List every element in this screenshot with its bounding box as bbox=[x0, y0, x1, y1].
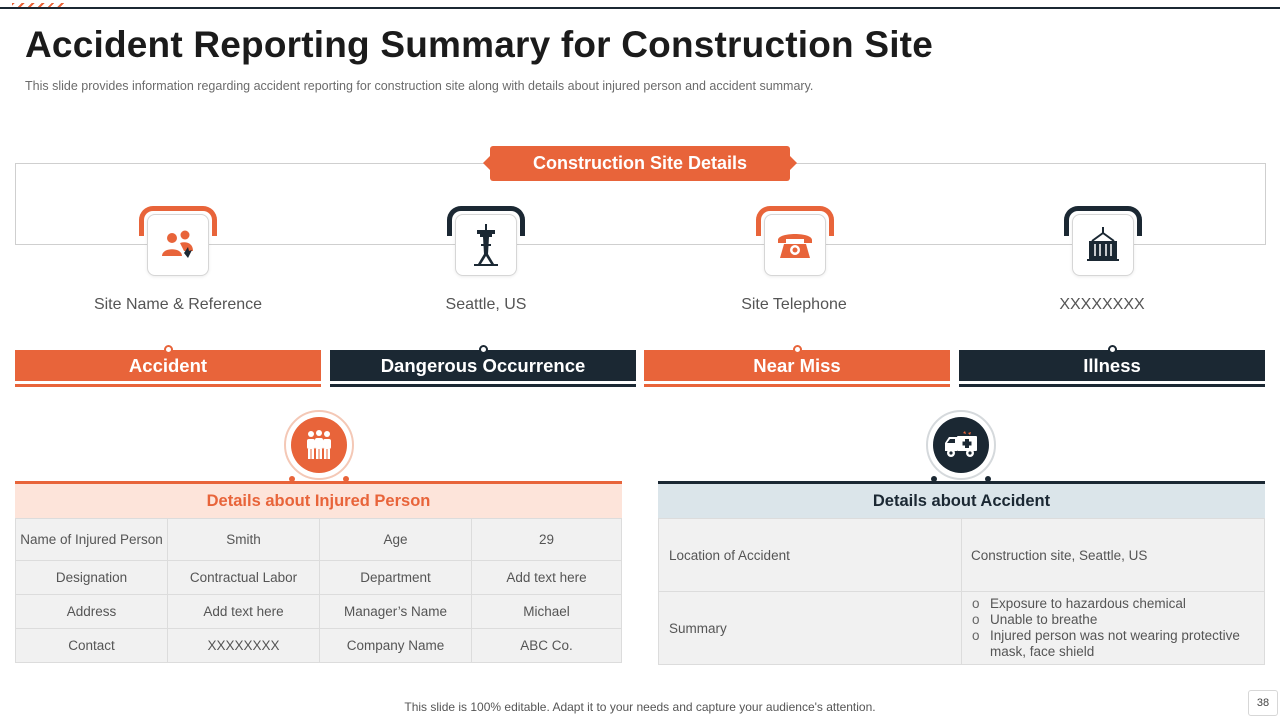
telephone-icon-tile bbox=[756, 206, 834, 276]
table-cell: Add text here bbox=[472, 561, 622, 595]
injured-person-table bbox=[15, 518, 622, 663]
table-cell: Age bbox=[320, 519, 472, 561]
accident-panel bbox=[658, 481, 1265, 665]
site-frame-left bbox=[15, 163, 16, 245]
accident-badge bbox=[926, 410, 996, 480]
table-cell: Name of Injured Person bbox=[16, 519, 168, 561]
category-label: Near Miss bbox=[644, 350, 950, 381]
seattle-icon-tile bbox=[447, 206, 525, 276]
table-cell: Contractual Labor bbox=[168, 561, 320, 595]
category-label: Illness bbox=[959, 350, 1265, 381]
table-row bbox=[659, 519, 1265, 592]
injured-person-badge bbox=[284, 410, 354, 480]
table-row bbox=[16, 561, 622, 595]
site-telephone-label: Site Telephone bbox=[741, 296, 847, 313]
category-illness bbox=[959, 350, 1265, 389]
accident-table bbox=[658, 518, 1265, 665]
table-cell: 29 bbox=[472, 519, 622, 561]
people-icon bbox=[160, 229, 196, 261]
table-row bbox=[16, 519, 622, 561]
table-cell: Department bbox=[320, 561, 472, 595]
summary-cell bbox=[962, 592, 1265, 665]
category-label: Accident bbox=[15, 350, 321, 381]
table-cell: XXXXXXXX bbox=[168, 629, 320, 663]
site-name-label: Site Name & Reference bbox=[93, 296, 263, 313]
injured-person-heading: Details about Injured Person bbox=[15, 484, 622, 518]
cargo-container-icon bbox=[1086, 227, 1120, 263]
table-row bbox=[16, 595, 622, 629]
category-label: Dangerous Occurrence bbox=[330, 350, 636, 381]
table-cell: Address bbox=[16, 595, 168, 629]
summary-list bbox=[971, 596, 1264, 660]
footer-note: This slide is 100% editable. Adapt it to your needs and capture your audience's attention. bbox=[404, 700, 876, 714]
site-name-icon-tile bbox=[139, 206, 217, 276]
injured-person-panel bbox=[15, 481, 622, 663]
category-dangerous-occurrence bbox=[330, 350, 636, 389]
table-cell: Add text here bbox=[168, 595, 320, 629]
table-cell: Smith bbox=[168, 519, 320, 561]
site-frame-right bbox=[1265, 163, 1266, 245]
table-cell: Contact bbox=[16, 629, 168, 663]
table-cell: Manager’s Name bbox=[320, 595, 472, 629]
page-number: 38 bbox=[1248, 690, 1278, 716]
category-accident bbox=[15, 350, 321, 389]
table-cell: ABC Co. bbox=[472, 629, 622, 663]
table-row bbox=[16, 629, 622, 663]
location-value: Construction site, Seattle, US bbox=[962, 519, 1265, 592]
site-details-heading: Construction Site Details bbox=[490, 146, 790, 181]
table-cell: Designation bbox=[16, 561, 168, 595]
site-extra-label: XXXXXXXX bbox=[1059, 296, 1145, 313]
accident-heading: Details about Accident bbox=[658, 484, 1265, 518]
table-cell: Company Name bbox=[320, 629, 472, 663]
ambulance-icon bbox=[943, 431, 979, 459]
slide-title: Accident Reporting Summary for Construction Site bbox=[25, 24, 933, 65]
summary-label: Summary bbox=[659, 592, 962, 665]
container-icon-tile bbox=[1064, 206, 1142, 276]
location-label: Location of Accident bbox=[659, 519, 962, 592]
top-divider bbox=[0, 7, 1280, 9]
table-row bbox=[659, 592, 1265, 665]
injured-group-icon bbox=[302, 429, 336, 461]
category-near-miss bbox=[644, 350, 950, 389]
site-location-label: Seattle, US bbox=[445, 296, 527, 313]
telephone-icon bbox=[776, 230, 814, 260]
summary-item: o Injured person was not wearing protective mask, face shield bbox=[971, 628, 1264, 660]
slide-subtitle: This slide provides information regarding accident reporting for construction site along with details about injured person and accident summary. bbox=[25, 79, 814, 93]
summary-item: o Unable to breathe bbox=[971, 612, 1264, 628]
table-cell: Michael bbox=[472, 595, 622, 629]
space-needle-icon bbox=[471, 224, 501, 266]
summary-item: o Exposure to hazardous chemical bbox=[971, 596, 1264, 612]
